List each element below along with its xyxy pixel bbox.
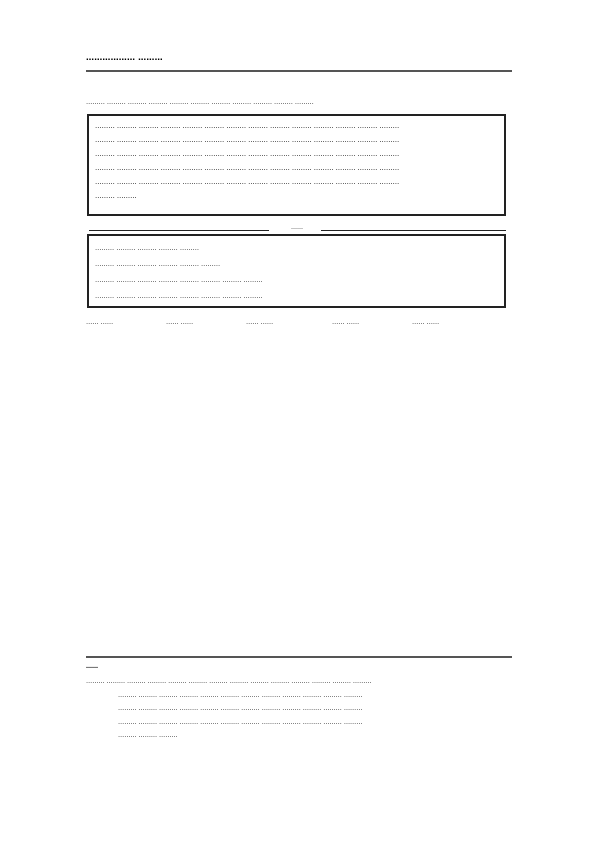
page-header-title: ……………… ……… bbox=[86, 53, 163, 62]
answer-choice-4[interactable]: …… …… bbox=[332, 319, 360, 326]
footnote-line: ……… ……… ……… ……… ……… ……… ……… ……… ……… ……… ……… ……… bbox=[118, 691, 363, 699]
passage-box bbox=[87, 114, 506, 216]
answer-choice-5[interactable]: …… …… bbox=[412, 319, 440, 326]
footnote-line: ……… ……… ……… bbox=[118, 732, 178, 739]
passage-line: ……… ……… bbox=[95, 192, 137, 200]
footnote-label: …… bbox=[86, 663, 98, 670]
answer-choice-1[interactable]: …… …… bbox=[86, 319, 114, 326]
header-rule bbox=[86, 70, 512, 72]
footnote-line: ……… ……… ……… ……… ……… ……… ……… ……… ……… ……… ……… ……… bbox=[118, 705, 363, 712]
option-line: ……… ……… ……… ……… ……… bbox=[95, 244, 199, 252]
answer-choices bbox=[86, 319, 466, 329]
divider-rule-right bbox=[321, 230, 506, 231]
passage-line: ……… ……… ……… ……… ……… ……… ……… ……… ……… ……… ……… ……… ……… ……… bbox=[95, 150, 400, 158]
footnote-line: ……… ……… ……… ……… ……… ……… ……… ……… ……… ……… ……… ……… bbox=[118, 718, 363, 726]
passage-line: ……… ……… ……… ……… ……… ……… ……… ……… ……… ……… ……… ……… ……… ……… bbox=[95, 136, 400, 144]
answer-choice-3[interactable]: …… …… bbox=[246, 319, 274, 326]
footnote-line: ……… ……… ……… ……… ……… ……… ……… ……… ……… ……… ……… ……… ……… ……… bbox=[86, 678, 372, 685]
passage-line: ……… ……… ……… ……… ……… ……… ……… ……… ……… ……… ……… ……… ……… ……… bbox=[95, 164, 400, 172]
option-line: ……… ……… ……… ……… ……… ……… ……… ……… bbox=[95, 276, 263, 284]
footer-rule bbox=[86, 656, 512, 658]
option-line: ……… ……… ……… ……… ……… ……… bbox=[95, 260, 221, 268]
footnote bbox=[86, 675, 512, 743]
answer-choice-2[interactable]: …… …… bbox=[166, 319, 194, 326]
passage-line: ……… ……… ……… ……… ……… ……… ……… ……… ……… ……… ……… ……… ……… ……… bbox=[95, 178, 400, 186]
question-text: ……… ……… ……… ……… ……… ……… ……… ……… ……… ……… ……… bbox=[86, 99, 314, 106]
option-line: ……… ……… ……… ……… ……… ……… ……… ……… bbox=[95, 292, 263, 300]
divider-rule-left bbox=[89, 230, 269, 231]
section-divider bbox=[89, 224, 506, 233]
passage-line: ……… ……… ……… ……… ……… ……… ……… ……… ……… ……… ……… ……… ……… ……… bbox=[95, 122, 400, 130]
options-box bbox=[87, 234, 506, 308]
divider-label: …… bbox=[291, 224, 303, 231]
